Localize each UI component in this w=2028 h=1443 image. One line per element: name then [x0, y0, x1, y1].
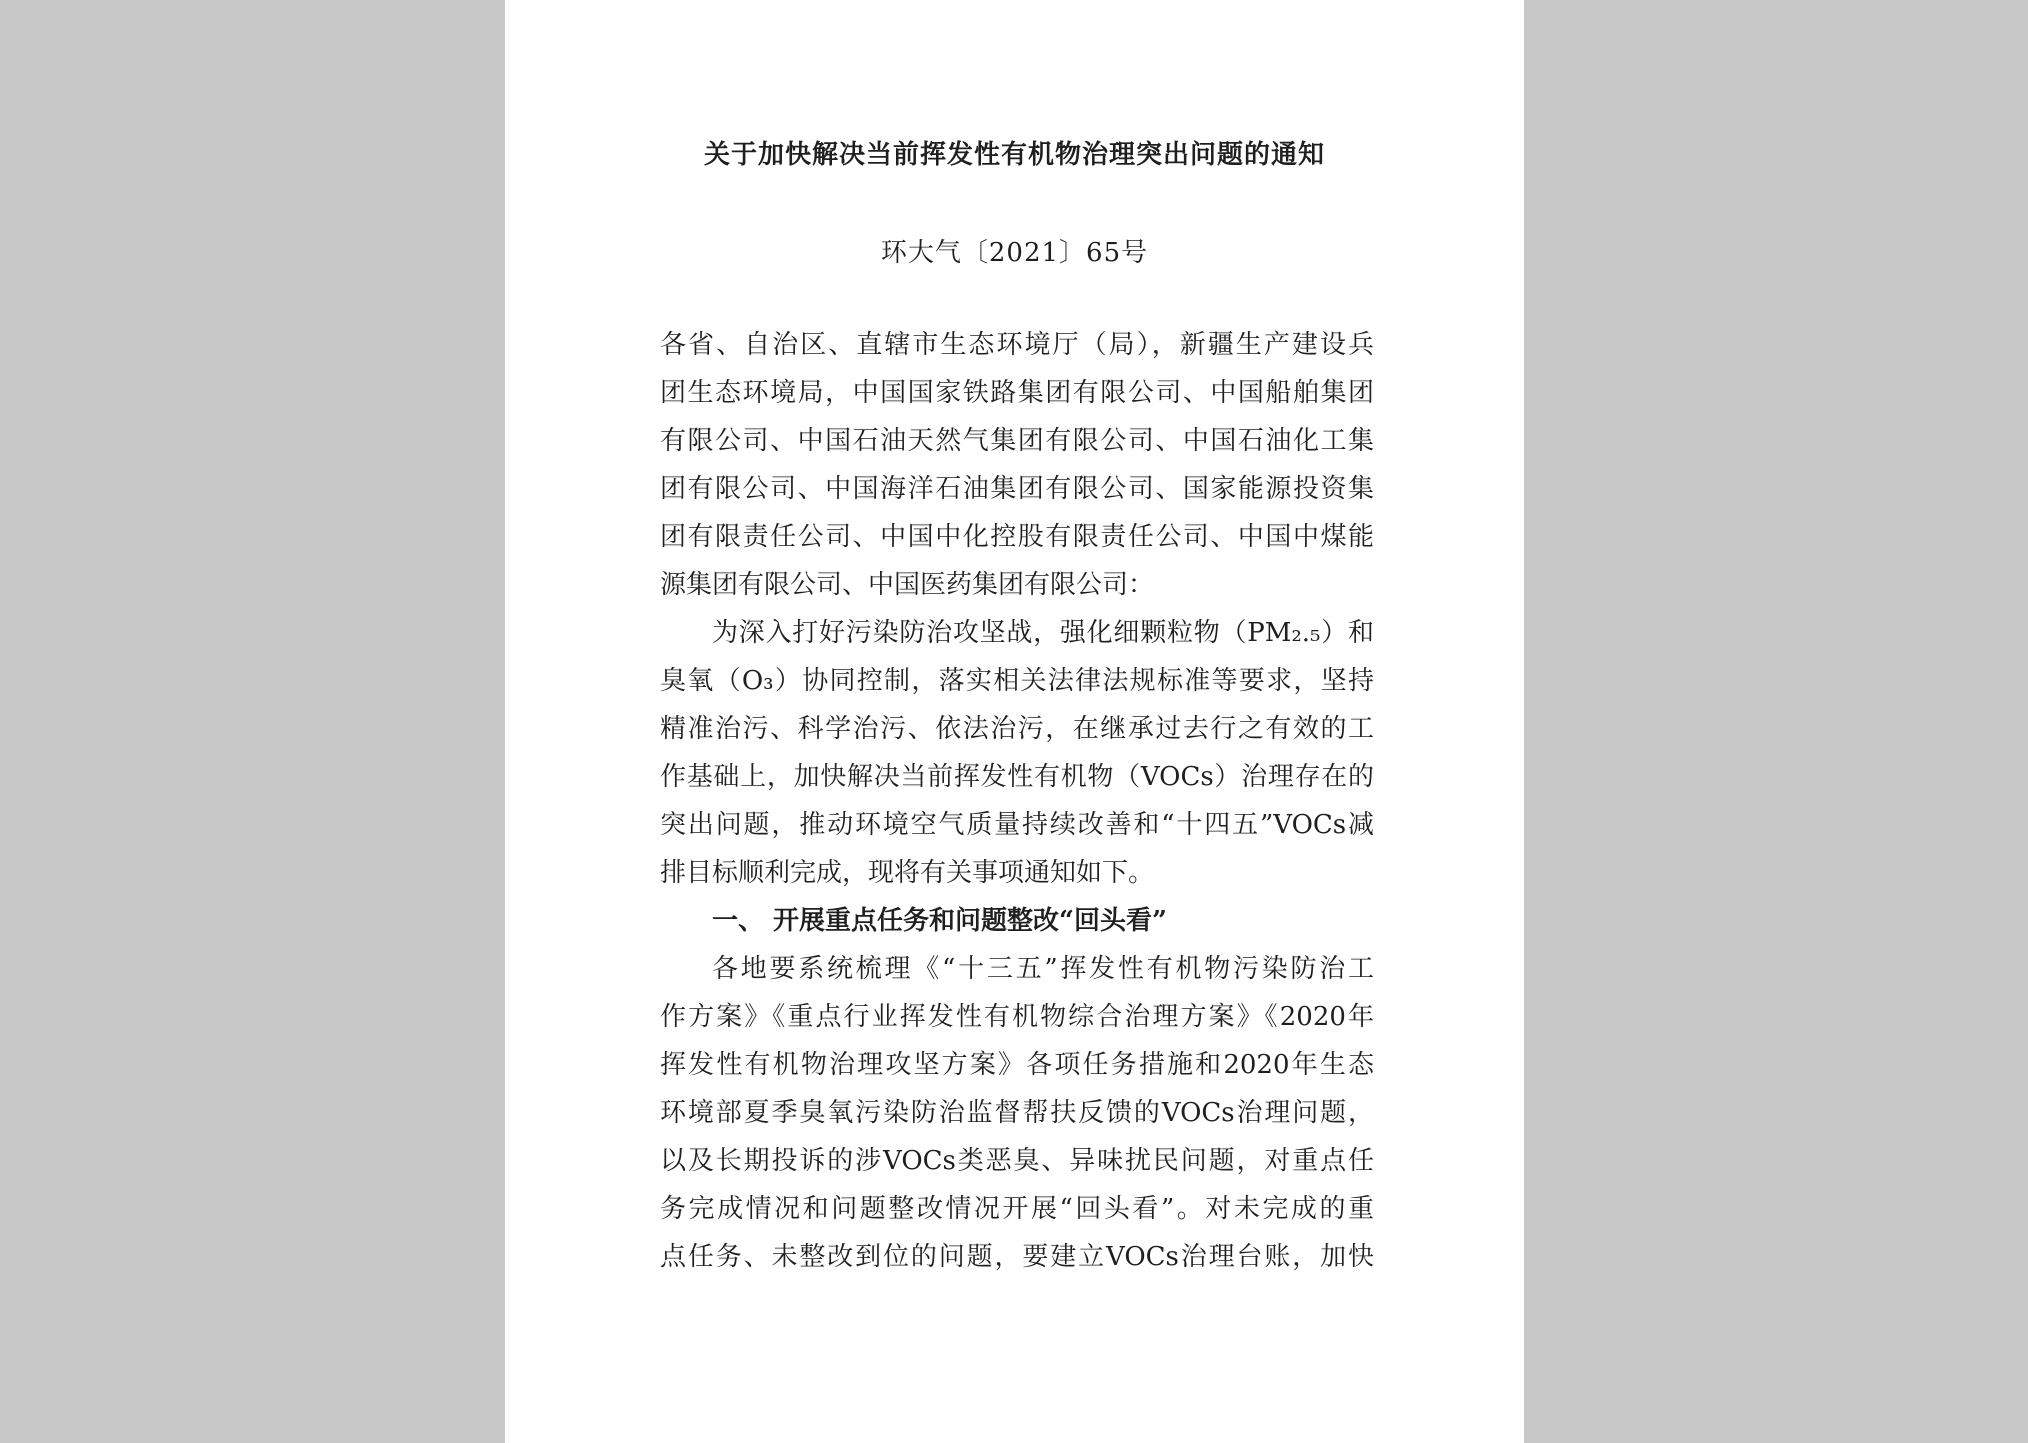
text-line: 点任务、未整改到位的问题，要建立VOCs治理台账，加快	[660, 1242, 1374, 1272]
text-line: 排目标顺利完成，现将有关事项通知如下。	[660, 858, 1155, 888]
text-line: 作基础上，加快解决当前挥发性有机物（VOCs）治理存在的	[660, 762, 1374, 792]
text-line: 精准治污、科学治污、依法治污，在继承过去行之有效的工	[660, 714, 1374, 744]
text-line: 团有限责任公司、中国中化控股有限责任公司、中国中煤能	[660, 522, 1374, 552]
text-line: 各地要系统梳理《“十三五”挥发性有机物污染防治工	[712, 954, 1374, 984]
section-heading: 一、 开展重点任务和问题整改“回头看”	[712, 906, 1167, 936]
document-number: 环大气〔2021〕65号	[880, 238, 1149, 268]
text-line: 作方案》《重点行业挥发性有机物综合治理方案》《2020年	[660, 1002, 1374, 1032]
text-line: 为深入打好污染防治攻坚战，强化细颗粒物（PM₂.₅）和	[712, 618, 1374, 648]
text-line: 挥发性有机物治理攻坚方案》各项任务措施和2020年生态	[660, 1050, 1374, 1080]
text-line: 各省、自治区、直辖市生态环境厅（局），新疆生产建设兵	[660, 330, 1374, 360]
text-line: 以及长期投诉的涉VOCs类恶臭、异味扰民问题，对重点任	[660, 1146, 1374, 1176]
text-line: 务完成情况和问题整改情况开展“回头看”。对未完成的重	[660, 1194, 1374, 1224]
document-page	[505, 0, 1524, 1443]
text-line: 有限公司、中国石油天然气集团有限公司、中国石油化工集	[660, 426, 1374, 456]
text-line: 团有限公司、中国海洋石油集团有限公司、国家能源投资集	[660, 474, 1374, 504]
text-line: 环境部夏季臭氧污染防治监督帮扶反馈的VOCs治理问题，	[660, 1098, 1374, 1128]
text-line: 源集团有限公司、中国医药集团有限公司：	[660, 570, 1155, 600]
document-title: 关于加快解决当前挥发性有机物治理突出问题的通知	[703, 140, 1325, 170]
text-line: 臭氧（O₃）协同控制，落实相关法律法规标准等要求，坚持	[660, 666, 1374, 696]
text-line: 团生态环境局，中国国家铁路集团有限公司、中国船舶集团	[660, 378, 1374, 408]
text-line: 突出问题，推动环境空气质量持续改善和“十四五”VOCs减	[660, 810, 1374, 840]
